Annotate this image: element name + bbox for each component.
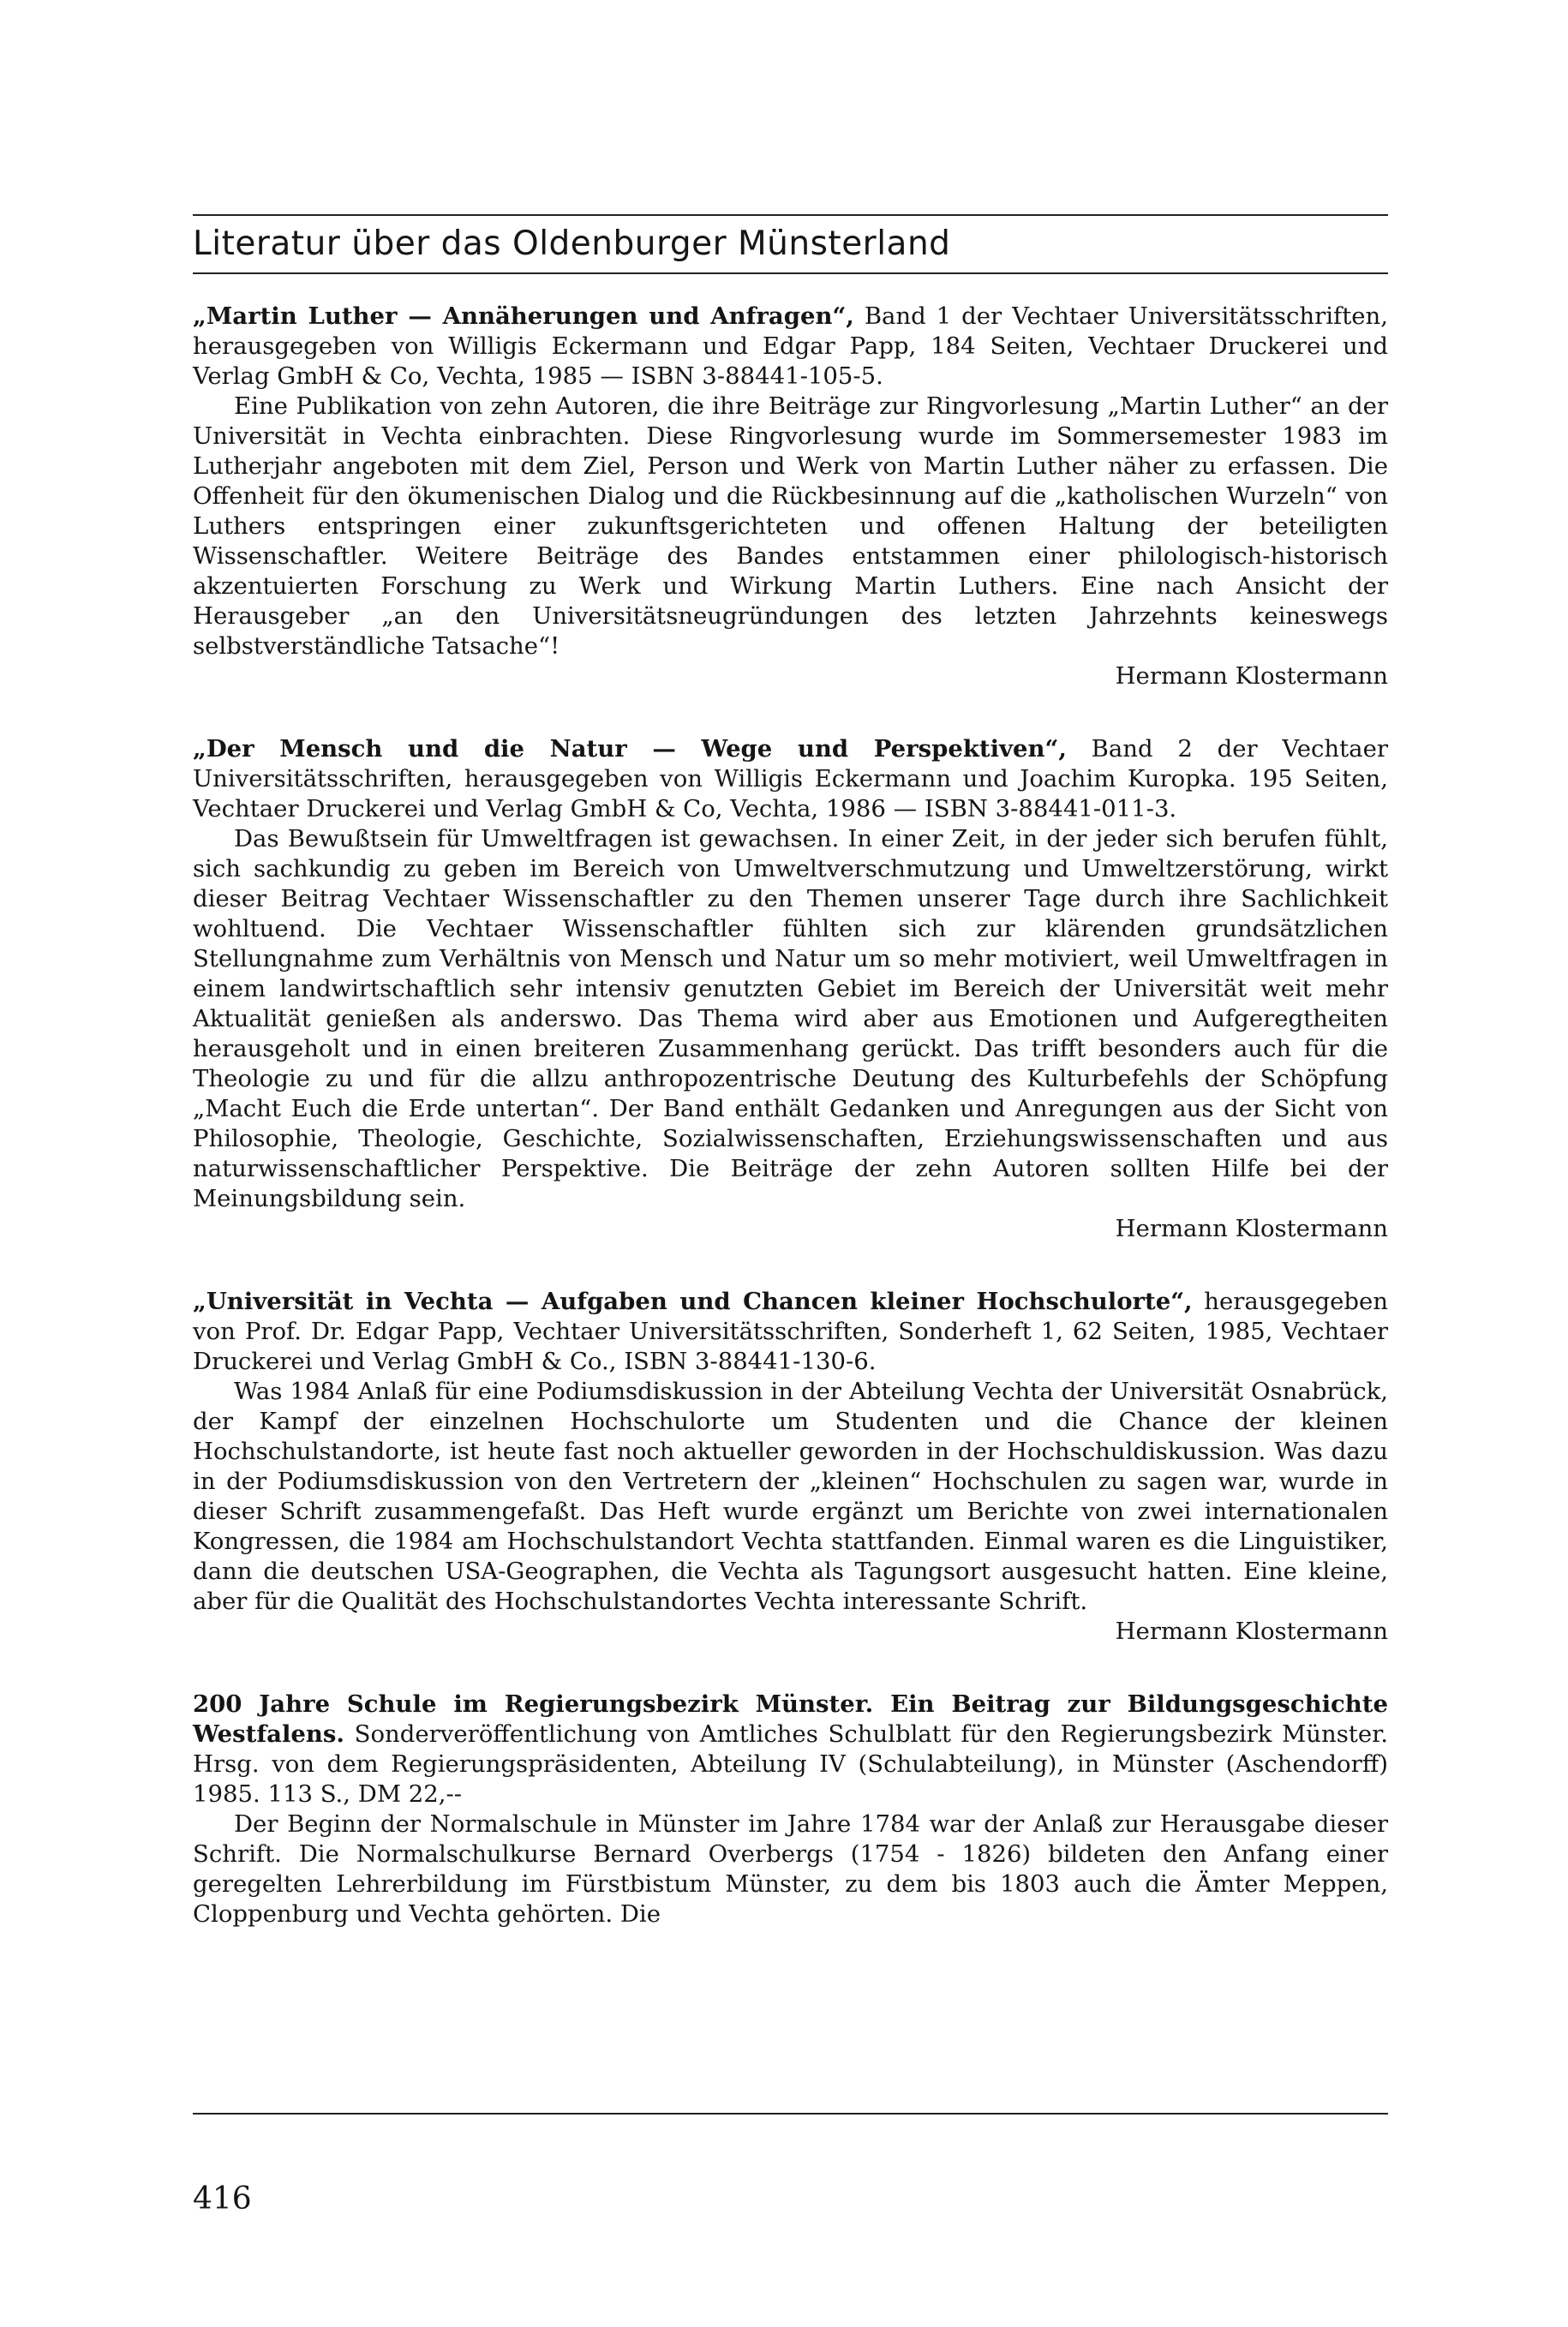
page-number: 416 bbox=[193, 2181, 252, 2216]
review-text: Der Beginn der Normalschule in Münster im Jahre 1784 war der Anlaß zur Herausgabe dieser Schrift. Die Normalschulkurse Bernard Overbergs (1754 - 1826) bildeten den Anfang einer geregelten Lehrerbildung im Fürstbistum Münster, zu dem bis 1803 auch die Ämter Meppen, Cloppenburg und Vechta gehörten. Die bbox=[193, 1810, 1388, 1928]
page bbox=[193, 0, 1388, 2327]
book-title: „Der Mensch und die Natur — Wege und Perspektiven“, bbox=[193, 735, 1067, 763]
book-title: 200 Jahre Schule im Regierungsbezirk Münster. Ein Beitrag zur Bildungsgeschichte Westfalens. bbox=[193, 1690, 1388, 1748]
review-entry bbox=[193, 1287, 1388, 1647]
reviewer-name: Hermann Klostermann bbox=[1115, 1215, 1388, 1242]
header-rule-top bbox=[193, 214, 1388, 216]
review-entry bbox=[193, 302, 1388, 691]
bibliographic-details: Band 2 der Vechtaer Universitätsschriften, herausgegeben von Willigis Eckermann und Joachim Kuropka. 195 Seiten, Vechtaer Druckerei und Verlag GmbH & Co, Vechta, 1986 — ISBN 3-88441-011-3. bbox=[193, 735, 1388, 823]
bibliographic-details: Band 1 der Vechtaer Universitätsschriften, herausgegeben von Willigis Eckermann und Edgar Papp, 184 Seiten, Vechtaer Druckerei und Verlag GmbH & Co, Vechta, 1985 — ISBN 3-88441-105-5. bbox=[193, 302, 1389, 390]
review-list bbox=[193, 302, 1388, 1972]
review-text: Eine Publikation von zehn Autoren, die ihre Beiträge zur Ringvorlesung „Martin Luther“ an der Universität in Vechta einbrachten. Diese Ringvorlesung wurde im Sommersemester 1983 im Lutherjahr angeboten mit dem Ziel, Person und Werk von Martin Luther näher zu erfassen. Die Offenheit für den ökumenischen Dialog und die Rückbesinnung auf die „katholischen Wurzeln“ von Luthers entspringen einer zukunftsgerichteten und offenen Haltung der beteiligten Wissenschaftler. Weitere Beiträge des Bandes entstammen einer philologisch-historisch akzentuierten Forschung zu Werk und Wirkung Martin Luthers. Eine nach Ansicht der Herausgeber „an den Universitätsneugründungen des letzten Jahrzehnts keineswegs selbstverständliche Tatsache“! bbox=[193, 392, 1388, 660]
reviewer-name: Hermann Klostermann bbox=[1115, 662, 1388, 690]
review-text: Das Bewußtsein für Umweltfragen ist gewachsen. In einer Zeit, in der jeder sich berufen fühlt, sich sachkundig zu geben im Bereich von Umweltverschmutzung und Umweltzerstörung, wirkt dieser Beitrag Vechtaer Wissenschaftler zu den Themen unserer Tage durch ihre Sachlichkeit wohltuend. Die Vechtaer Wissenschaftler fühlten sich zur klärenden grundsätzlichen Stellungnahme zum Verhältnis von Mensch und Natur um so mehr motiviert, weil Umweltfragen in einem landwirtschaftlich sehr intensiv genutzten Gebiet im Bereich der Universität weit mehr Aktualität genießen als anderswo. Das Thema wird aber aus Emotionen und Aufgeregtheiten herausgeholt und in einen breiteren Zusammenhang gerückt. Das trifft besonders auch für die Theologie zu und für die allzu anthropozentrische Deutung des Kulturbefehls der Schöpfung „Macht Euch die Erde untertan“. Der Band enthält Gedanken und Anregungen aus der Sicht von Philosophie, Theologie, Geschichte, Sozialwissenschaften, Erziehungswissenschaften und aus naturwissenschaftlicher Perspektive. Die Beiträge der zehn Autoren sollten Hilfe bei der Meinungsbildung sein. bbox=[193, 825, 1388, 1212]
bibliographic-details: herausgegeben von Prof. Dr. Edgar Papp, Vechtaer Universitätsschriften, Sonderheft 1, 62 Seiten, 1985, Vechtaer Druckerei und Verlag GmbH & Co., ISBN 3-88441-130-6. bbox=[193, 1288, 1389, 1375]
review-text: Was 1984 Anlaß für eine Podiumsdiskussion in der Abteilung Vechta der Universität Osnabrück, der Kampf der einzelnen Hochschulorte um Studenten und die Chance der kleinen Hochschulstandorte, ist heute fast noch aktueller geworden in der Hochschuldiskussion. Was dazu in der Podiumsdiskussion von den Vertretern der „kleinen“ Hochschulen zu sagen war, wurde in dieser Schrift zusammengefaßt. Das Heft wurde ergänzt um Berichte von zwei internationalen Kongressen, die 1984 am Hochschulstandort Vechta stattfanden. Einmal waren es die Linguistiker, dann die deutschen USA-Geographen, die Vechta als Tagungsort ausgesucht hatten. Eine kleine, aber für die Qualität des Hochschulstandortes Vechta interessante Schrift. bbox=[193, 1378, 1388, 1615]
citation bbox=[193, 1690, 1388, 1810]
footer-rule bbox=[193, 2113, 1388, 2115]
citation bbox=[193, 1287, 1388, 1377]
reviewer-name: Hermann Klostermann bbox=[1115, 1618, 1388, 1645]
citation bbox=[193, 302, 1388, 392]
review-entry bbox=[193, 1690, 1388, 1929]
book-title: „Martin Luther — Annäherungen und Anfragen“, bbox=[193, 302, 854, 330]
book-title: „Universität in Vechta — Aufgaben und Chancen kleiner Hochschulorte“, bbox=[193, 1288, 1193, 1315]
header-rule-bottom bbox=[193, 272, 1388, 274]
bibliographic-details: Sonderveröffentlichung von Amtliches Schulblatt für den Regierungsbezirk Münster. Hrsg. von dem Regierungspräsidenten, Abteilung IV (Schulabteilung), in Münster (Aschendorff) 1985. 113 S., DM 22,-- bbox=[193, 1720, 1388, 1808]
citation bbox=[193, 734, 1388, 824]
running-header-title: Literatur über das Oldenburger Münsterland bbox=[193, 224, 951, 263]
review-entry bbox=[193, 734, 1388, 1244]
